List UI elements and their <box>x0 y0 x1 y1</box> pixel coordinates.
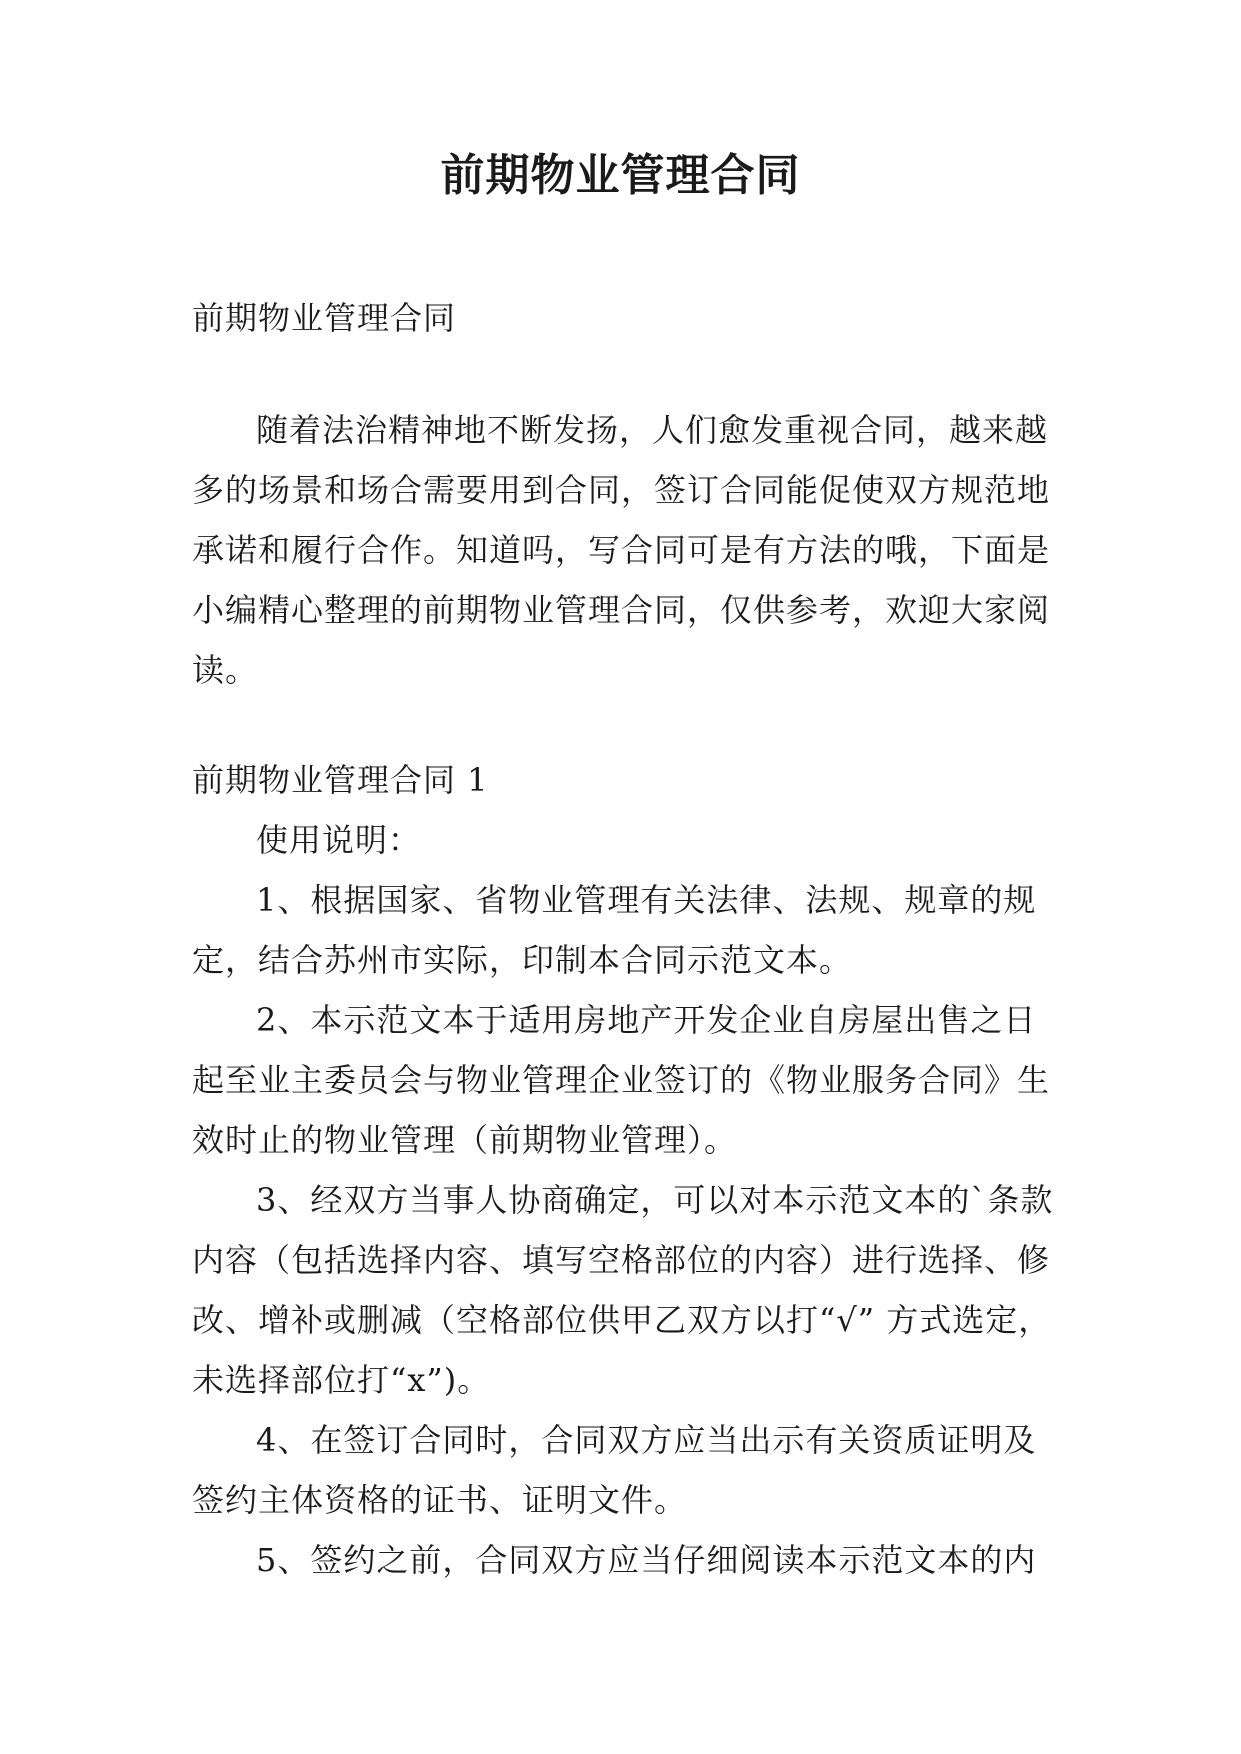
usage-item-1: 1、根据国家、省物业管理有关法律、法规、规章的规定，结合苏州市实际，印制本合同示范文本。 <box>192 881 1037 979</box>
usage-item-5: 5、签约之前，合同双方应当仔细阅读本示范文本的内 <box>256 1541 1037 1579</box>
document-subtitle: 前期物业管理合同 <box>192 299 457 337</box>
intro-paragraph: 随着法治精神地不断发扬，人们愈发重视合同，越来越多的场景和场合需要用到合同，签订合同能促使双方规范地承诺和履行合作。知道吗，写合同可是有方法的哦，下面是小编精心整理的前期物业管理合同，仅供参考，欢迎大家阅读。 <box>192 411 1051 689</box>
usage-item-3: 3、经双方当事人协商确定，可以对本示范文本的`条款内容（包括选择内容、填写空格部位的内容）进行选择、修改、增补或删减（空格部位供甲乙双方以打“√” 方式选定，未选择部位打“x”)。 <box>192 1181 1054 1399</box>
document-title: 前期物业管理合同 <box>440 150 801 201</box>
usage-item-2: 2、本示范文本于适用房地产开发企业自房屋出售之日起至业主委员会与物业管理企业签订的《物业服务合同》生效时止的物业管理（前期物业管理）。 <box>192 1001 1051 1159</box>
usage-instructions-label: 使用说明： <box>256 821 422 859</box>
usage-item-4: 4、在签订合同时，合同双方应当出示有关资质证明及签约主体资格的证书、证明文件。 <box>192 1421 1037 1519</box>
section-title: 前期物业管理合同 1 <box>192 761 489 799</box>
